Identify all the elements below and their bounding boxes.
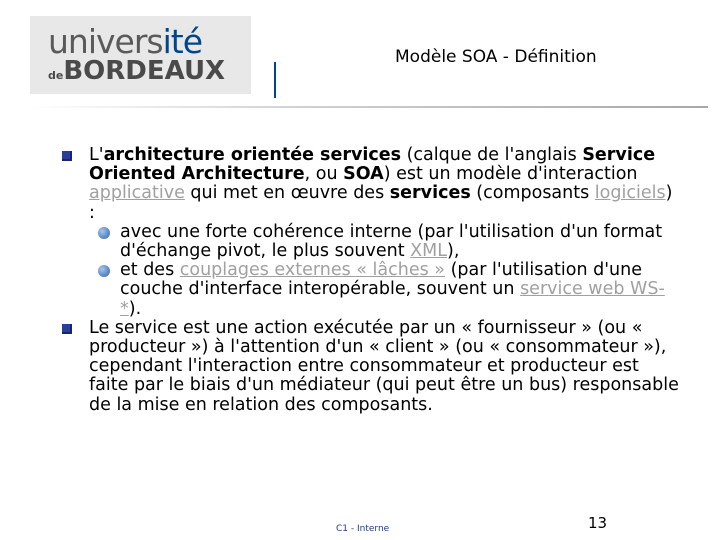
title-divider	[30, 106, 708, 108]
logo-wordmark-bottom: deBORDEAUX	[48, 56, 226, 86]
term-services: services	[389, 183, 471, 204]
link-couplages-externes[interactable]: couplages externes « lâches »	[179, 260, 446, 281]
round-bullet-icon	[98, 227, 110, 239]
logo-accent-bar	[274, 62, 276, 98]
bullet-service-action: Le service est une action exécutée par un « fournisseur » (ou « producteur ») à l'attention d'un « client » (ou « consommateur »), cependant l'interaction entre consommateur et producteur est faite par le biais d'un médiateur (qui peut être un bus) responsable de la mise en relation des composants.	[62, 319, 682, 415]
link-applicative[interactable]: applicative	[89, 183, 185, 204]
term-architecture: architecture orientée services	[103, 145, 402, 165]
bullet-soa-definition: L'architecture orientée services (calque de l'anglais Service Oriented Architecture, ou SOA) est un modèle d'interaction applicative qui met en œuvre des services (composants logiciels) :	[62, 146, 682, 223]
square-bullet-icon	[62, 151, 72, 161]
university-logo	[30, 16, 251, 94]
square-bullet-icon	[62, 324, 72, 334]
round-bullet-icon	[98, 265, 110, 277]
link-xml[interactable]: XML	[410, 241, 448, 262]
link-logiciels[interactable]: logiciels	[594, 183, 666, 204]
logo-wordmark-top: université	[48, 22, 203, 61]
page-number: 13	[588, 514, 608, 532]
sub-bullet-internal-coherence: avec une forte cohérence interne (par l'utilisation d'un format d'échange pivot, le plus souvent XML),	[62, 223, 682, 261]
term-soa: SOA	[343, 164, 384, 185]
slide-title: Modèle SOA - Définition	[395, 47, 597, 67]
slide-body	[62, 146, 682, 415]
link-service-web[interactable]: service web WS-*	[120, 279, 665, 319]
term-service-oriented-architecture: Service Oriented Architecture	[89, 145, 656, 185]
footer-classification: C1 - Interne	[336, 524, 390, 534]
sub-bullet-loose-coupling: et des couplages externes « lâches » (par l'utilisation d'une couche d'interface interopérable, souvent un service web WS-*).	[62, 261, 682, 319]
